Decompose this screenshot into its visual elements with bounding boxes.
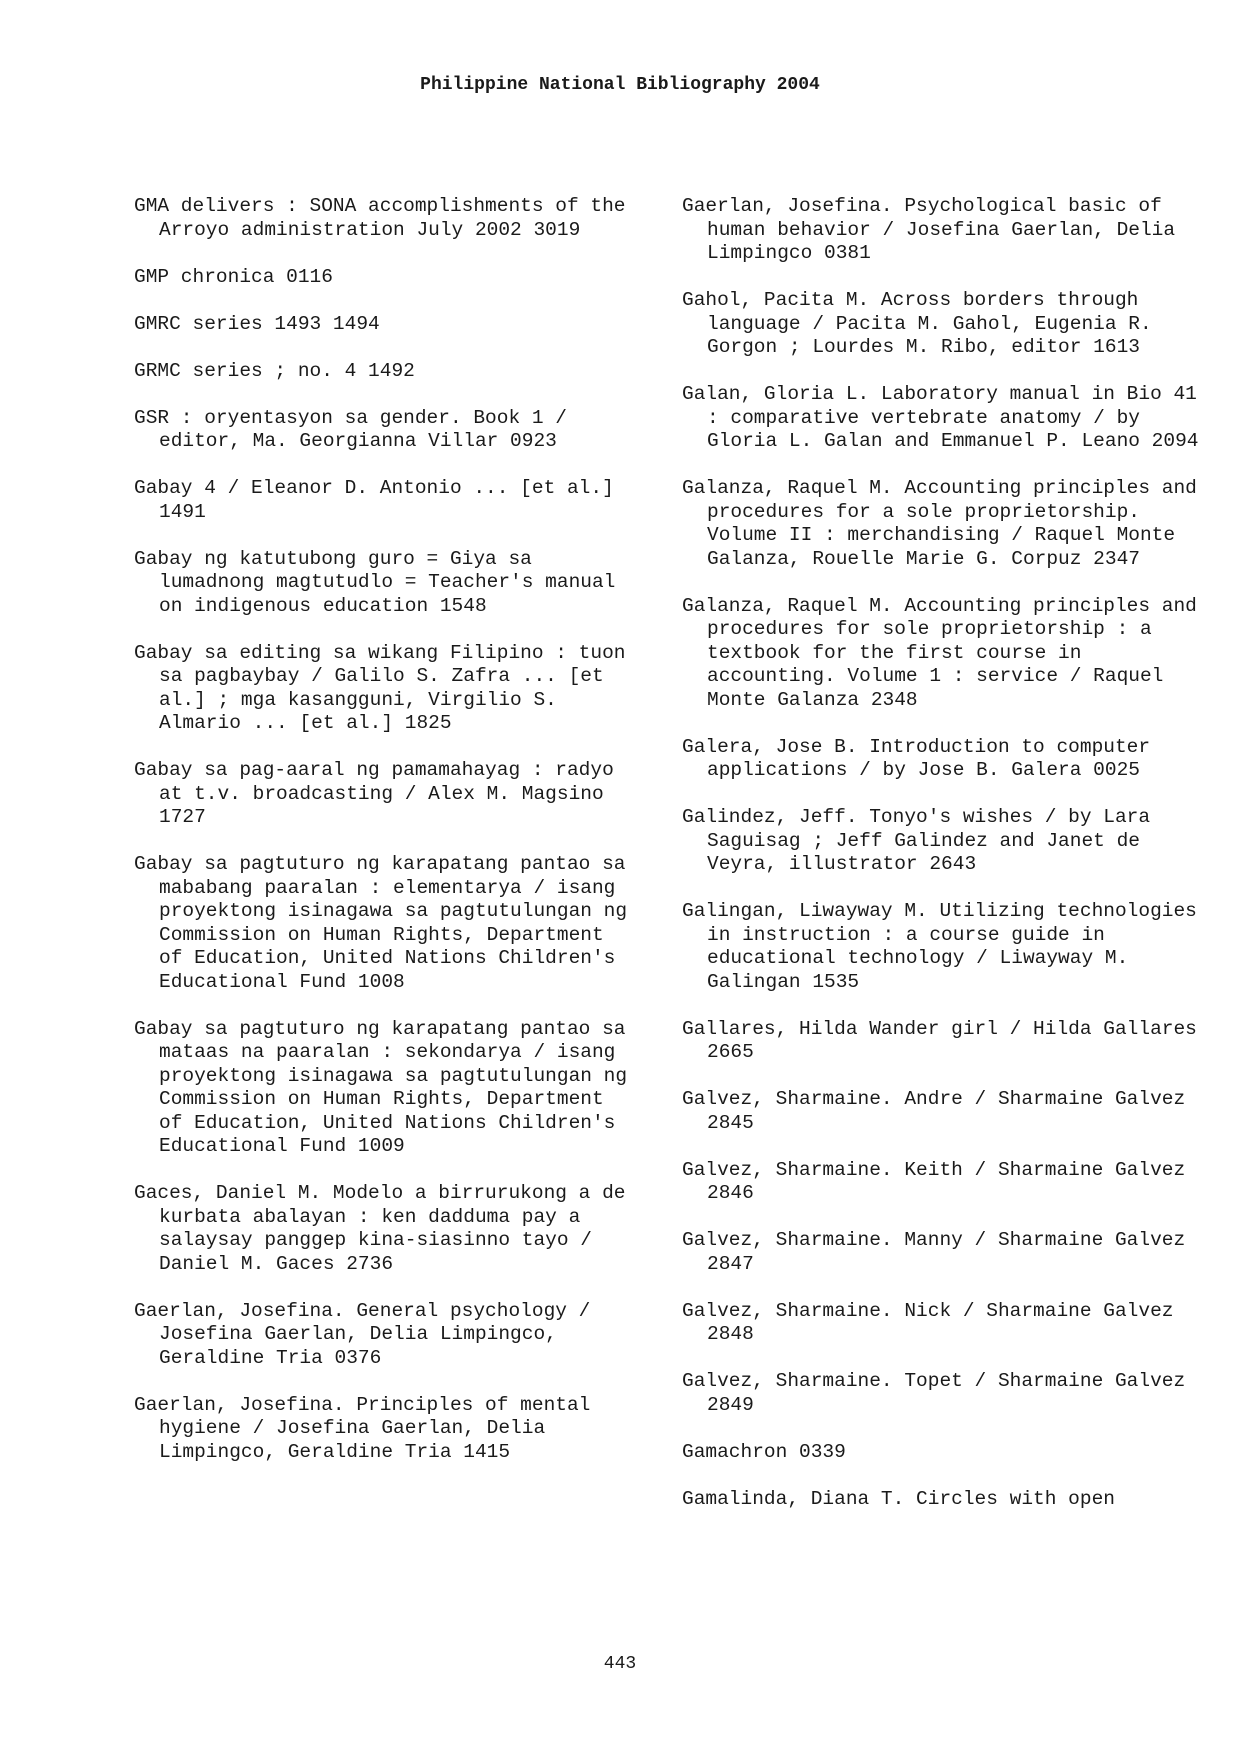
- bibliography-entry: Gaerlan, Josefina. General psychology / Josefina Gaerlan, Delia Limpingco, Geraldine Tria 0376: [134, 1299, 603, 1369]
- bibliography-entry: GRMC series ; no. 4 1492: [134, 359, 415, 382]
- bibliography-entry: Gabay sa pagtuturo ng karapatang pantao sa mababang paaralan : elementarya / isang proyektong isinagawa sa pagtutulungan ng Commission on Human Rights, Department of Education, United Nations Children's Educational Fund 1008: [134, 853, 639, 993]
- bibliography-entry: Gabay ng katutubong guro = Giya sa lumadnong magtutudlo = Teacher's manual on indigenous education 1548: [134, 547, 628, 617]
- bibliography-entry: Gallares, Hilda Wander girl / Hilda Gallares 2665: [682, 1017, 1209, 1063]
- bibliography-entry: Gamalinda, Diana T. Circles with open: [682, 1487, 1115, 1510]
- bibliography-entry: Gabay 4 / Eleanor D. Antonio ... [et al.] 1491: [134, 477, 626, 523]
- bibliography-entry: GSR : oryentasyon sa gender. Book 1 / editor, Ma. Georgianna Villar 0923: [134, 406, 579, 452]
- bibliography-entry: Gaerlan, Josefina. Psychological basic of human behavior / Josefina Gaerlan, Delia Limpingco 0381: [682, 195, 1187, 264]
- bibliography-entry: Galindez, Jeff. Tonyo's wishes / by Lara Saguisag ; Jeff Galindez and Janet de Veyra, illustrator 2643: [682, 806, 1162, 875]
- bibliography-entry: Gabay sa pagtuturo ng karapatang pantao sa mataas na paaralan : sekondarya / isang proyektong isinagawa sa pagtutulungan ng Commission on Human Rights, Department of Education, United Nations Children's Educational Fund 1009: [134, 1017, 639, 1157]
- bibliography-entry: Galvez, Sharmaine. Keith / Sharmaine Galvez 2846: [682, 1158, 1197, 1204]
- bibliography-entry: GMRC series 1493 1494: [134, 312, 380, 335]
- bibliography-entry: Gamachron 0339: [682, 1440, 846, 1463]
- bibliography-entry: Gabay sa editing sa wikang Filipino : tuon sa pagbaybay / Galilo S. Zafra ... [et al.] ; mga kasangguni, Virgilio S. Almario ... [et al.] 1825: [134, 641, 638, 734]
- bibliography-entry: Gaerlan, Josefina. Principles of mental hygiene / Josefina Gaerlan, Delia Limpingco, Geraldine Tria 1415: [134, 1393, 603, 1463]
- bibliography-entry: Gahol, Pacita M. Across borders through language / Pacita M. Gahol, Eugenia R. Gorgon ; Lourdes M. Ribo, editor 1613: [682, 289, 1164, 358]
- right-column: [682, 195, 1209, 1535]
- left-column: [134, 195, 639, 1488]
- bibliography-entry: Gaces, Daniel M. Modelo a birrurukong a de kurbata abalayan : ken dadduma pay a salaysay panggep kina-siasinno tayo / Daniel M. Gaces 2736: [134, 1182, 638, 1275]
- bibliography-entry: Gabay sa pag-aaral ng pamamahayag : radyo at t.v. broadcasting / Alex M. Magsino 1727: [134, 759, 626, 828]
- page-title: Philippine National Bibliography 2004: [420, 75, 820, 95]
- bibliography-entry: Galan, Gloria L. Laboratory manual in Bio 41 : comparative vertebrate anatomy / by Gloria L. Galan and Emmanuel P. Leano 2094: [682, 383, 1209, 452]
- bibliography-entry: Galingan, Liwayway M. Utilizing technologies in instruction : a course guide in educational technology / Liwayway M. Galingan 1535: [682, 900, 1209, 993]
- bibliography-entry: Galvez, Sharmaine. Manny / Sharmaine Galvez 2847: [682, 1229, 1197, 1275]
- bibliography-entry: Galvez, Sharmaine. Topet / Sharmaine Galvez 2849: [682, 1370, 1197, 1416]
- bibliography-entry: Galvez, Sharmaine. Nick / Sharmaine Galvez 2848: [682, 1299, 1186, 1345]
- bibliography-entry: GMP chronica 0116: [134, 265, 333, 288]
- bibliography-entry: Galvez, Sharmaine. Andre / Sharmaine Galvez 2845: [682, 1088, 1197, 1134]
- page-number: 443: [603, 1654, 637, 1674]
- bibliography-entry: GMA delivers : SONA accomplishments of the Arroyo administration July 2002 3019: [134, 195, 638, 241]
- bibliography-entry: Galera, Jose B. Introduction to computer applications / by Jose B. Galera 0025: [682, 735, 1162, 781]
- bibliography-entry: Galanza, Raquel M. Accounting principles and procedures for sole proprietorship : a textbook for the first course in accounting. Volume 1 : service / Raquel Monte Galanza 2348: [682, 594, 1209, 711]
- bibliography-entry: Galanza, Raquel M. Accounting principles and procedures for a sole proprietorship. Volume II : merchandising / Raquel Monte Galanza, Rouelle Marie G. Corpuz 2347: [682, 477, 1209, 570]
